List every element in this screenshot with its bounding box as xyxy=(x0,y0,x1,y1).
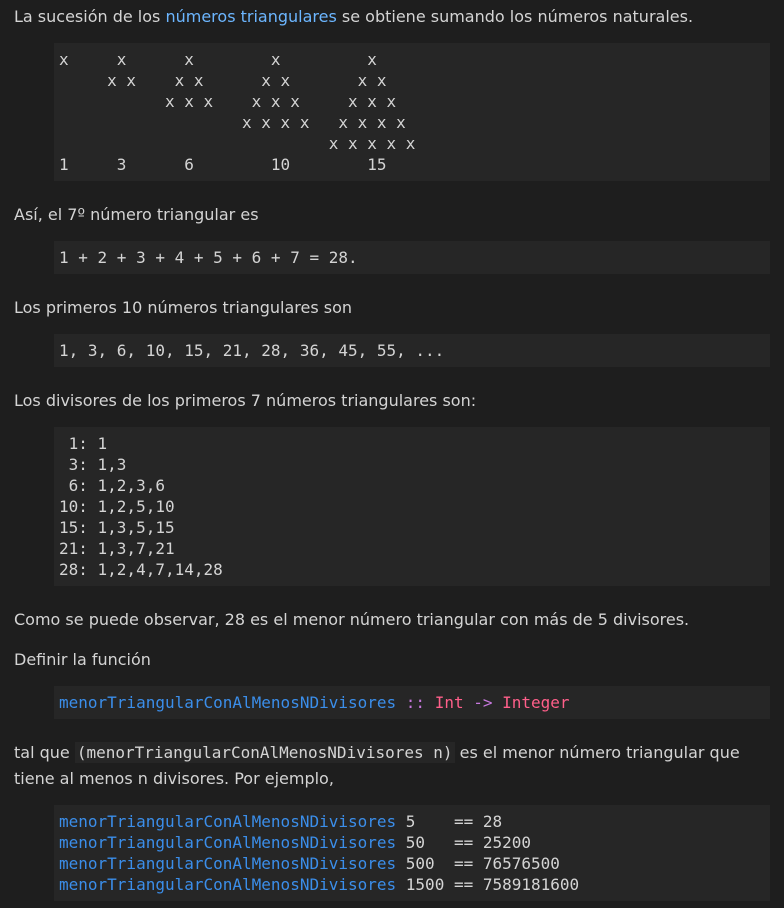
divisors-code-block xyxy=(54,427,770,586)
divisor-line: 6: 1,2,3,6 xyxy=(59,476,165,495)
example-line xyxy=(59,874,764,895)
divisor-line: 10: 1,2,5,10 xyxy=(59,497,175,516)
divisors-text: Los divisores de los primeros 7 números triangulares son: xyxy=(14,391,477,410)
example-function-name: menorTriangularConAlMenosNDivisores xyxy=(59,854,397,873)
arrow: -> xyxy=(463,693,503,712)
triangular-numbers-link[interactable]: números triangulares xyxy=(165,7,337,26)
triangle-line: x x x x x x x x x xyxy=(59,92,397,111)
define-text: Definir la función xyxy=(14,650,151,669)
divisor-line: 21: 1,3,7,21 xyxy=(59,539,175,558)
example-function-name: menorTriangularConAlMenosNDivisores xyxy=(59,875,397,894)
return-type: Integer xyxy=(502,693,570,712)
description-after: es el menor número triangular que tiene al menos n divisores. Por ejemplo, xyxy=(14,743,740,788)
description-paragraph xyxy=(14,740,770,792)
triangle-line: x x x x x xyxy=(59,134,416,153)
example-function-name: menorTriangularConAlMenosNDivisores xyxy=(59,812,397,831)
example-rest: 5 == 28 xyxy=(396,812,503,831)
observation-text: Como se puede observar, 28 es el menor número triangular con más de 5 divisores. xyxy=(14,610,690,629)
type-separator: :: xyxy=(396,693,435,712)
first-ten-text: Los primeros 10 números triangulares son xyxy=(14,298,353,317)
triangle-diagram-block xyxy=(54,43,770,181)
intro-text-after: se obtiene sumando los números naturales. xyxy=(336,7,694,26)
description-code: (menorTriangularConAlMenosNDivisores n) xyxy=(76,743,453,762)
seventh-code: 1 + 2 + 3 + 4 + 5 + 6 + 7 = 28. xyxy=(59,248,358,267)
divisor-line: 3: 1,3 xyxy=(59,455,127,474)
seventh-code-block xyxy=(54,241,770,274)
example-line xyxy=(59,853,764,874)
example-line xyxy=(59,811,764,832)
arg-type: Int xyxy=(434,693,464,712)
function-name: menorTriangularConAlMenosNDivisores xyxy=(59,693,397,712)
intro-paragraph xyxy=(14,4,770,30)
triangle-line: 1 3 6 10 15 xyxy=(59,155,387,174)
example-rest: 1500 == 7589181600 xyxy=(396,875,580,894)
triangle-line: x x x x x xyxy=(59,50,377,69)
example-rest: 50 == 25200 xyxy=(396,833,532,852)
first-ten-code: 1, 3, 6, 10, 15, 21, 28, 36, 45, 55, ... xyxy=(59,341,445,360)
divisor-line: 15: 1,3,5,15 xyxy=(59,518,175,537)
description-before: tal que xyxy=(14,743,75,762)
triangle-line: x x x x x x x x xyxy=(59,113,406,132)
signature-code-block xyxy=(54,686,770,719)
first-ten-code-block xyxy=(54,334,770,367)
example-line xyxy=(59,832,764,853)
example-rest: 500 == 76576500 xyxy=(396,854,560,873)
seventh-text: Así, el 7º número triangular es xyxy=(14,205,259,224)
divisor-line: 28: 1,2,4,7,14,28 xyxy=(59,560,223,579)
examples-code-block xyxy=(54,805,770,901)
divisor-line: 1: 1 xyxy=(59,434,108,453)
intro-text-before: La sucesión de los xyxy=(14,7,166,26)
example-function-name: menorTriangularConAlMenosNDivisores xyxy=(59,833,397,852)
triangle-line: x x x x x x x x xyxy=(59,71,387,90)
